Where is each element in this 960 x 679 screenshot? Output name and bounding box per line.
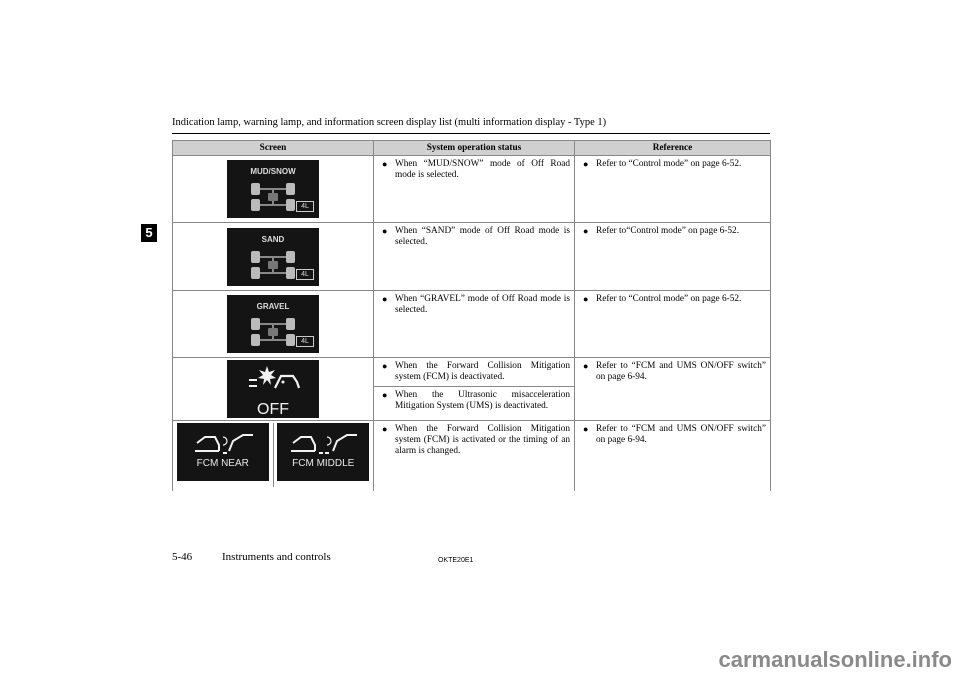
header-reference: Reference xyxy=(575,141,771,156)
fcm-distance-icon xyxy=(193,429,257,455)
table-row xyxy=(173,223,771,291)
reference-text: ● Refer to “FCM and UMS ON/OFF switch” on page 6-94. xyxy=(583,424,766,446)
footer-section-title: Instruments and controls xyxy=(222,551,331,563)
reference-text: ● Refer to “Control mode” on page 6-52. xyxy=(583,294,766,305)
status-cell xyxy=(374,291,575,358)
screen-cell xyxy=(173,358,374,421)
screen-cell xyxy=(173,223,374,291)
header-status: System operation status xyxy=(374,141,575,156)
watermark: carmanualsonline.info xyxy=(718,647,952,672)
table-row xyxy=(173,421,771,491)
reference-cell xyxy=(575,358,771,421)
status-cell xyxy=(374,223,575,291)
reference-text: ● Refer to “Control mode” on page 6-52. xyxy=(583,159,766,170)
status-text: ● When “SAND” mode of Off Road mode is selected. xyxy=(382,226,570,248)
status-text: ● When “GRAVEL” mode of Off Road mode is selected. xyxy=(382,294,570,316)
footer-page-number: 5-46 xyxy=(172,551,193,563)
4wd-vehicle-icon xyxy=(245,248,301,282)
fcm-distance-screens xyxy=(173,423,373,487)
4l-badge: 4L xyxy=(296,269,314,280)
table-header-row xyxy=(173,141,771,156)
status-text: ● When the Forward Collision Mitigation system (FCM) is deactivated. xyxy=(382,361,570,383)
table-row xyxy=(173,358,771,387)
reference-text: ● Refer to“Control mode” on page 6-52. xyxy=(583,226,766,237)
sand-screen-image xyxy=(227,228,319,286)
mud-snow-screen-image xyxy=(227,160,319,218)
table-row xyxy=(173,156,771,223)
fcm-distance-icon xyxy=(289,429,359,455)
status-cell xyxy=(374,358,575,387)
status-cell xyxy=(374,387,575,421)
header-screen: Screen xyxy=(173,141,374,156)
fcm-middle-screen-image xyxy=(277,423,369,481)
reference-text: ● Refer to “FCM and UMS ON/OFF switch” on page 6-94. xyxy=(583,361,766,383)
footer-document-code: OKTE20E1 xyxy=(438,557,474,564)
screen-mode-label: GRAVEL xyxy=(256,302,290,311)
status-text: ● When “MUD/SNOW” mode of Off Road mode is selected. xyxy=(382,159,570,181)
display-list-table xyxy=(172,140,771,491)
screen-cell xyxy=(173,156,374,223)
fcm-middle-cell xyxy=(274,423,374,487)
screen-mode-label: SAND xyxy=(261,234,285,244)
status-cell xyxy=(374,421,575,491)
fcm-off-screen-image xyxy=(227,360,319,418)
header-title: Indication lamp, warning lamp, and information screen display list (multi information display - Type 1) xyxy=(172,117,607,128)
off-label: OFF xyxy=(257,401,289,418)
screen-cell xyxy=(173,421,374,491)
4l-badge: 4L xyxy=(296,336,314,347)
screen-mode-label: MUD/SNOW xyxy=(250,167,296,176)
status-text: ● When the Forward Collision Mitigation system (FCM) is activated or the timing of an alarm is changed. xyxy=(382,424,570,457)
reference-cell xyxy=(575,421,771,491)
screen-cell xyxy=(173,291,374,358)
status-cell xyxy=(374,156,575,223)
header-rule xyxy=(172,133,770,134)
gravel-screen-image xyxy=(227,295,319,353)
fcm-near-screen-image xyxy=(177,423,269,481)
section-tab: 5 xyxy=(141,224,157,242)
fcm-off-icon xyxy=(245,364,301,392)
reference-cell xyxy=(575,223,771,291)
4wd-vehicle-icon xyxy=(245,180,301,214)
status-text: ● When the Ultrasonic misacceleration Mitigation System (UMS) is deactivated. xyxy=(382,390,570,412)
reference-cell xyxy=(575,291,771,358)
fcm-near-cell xyxy=(173,423,273,487)
4l-badge: 4L xyxy=(296,201,314,212)
table-row xyxy=(173,291,771,358)
4wd-vehicle-icon xyxy=(245,315,301,349)
fcm-middle-label: FCM MIDDLE xyxy=(292,458,355,469)
reference-cell xyxy=(575,156,771,223)
fcm-near-label: FCM NEAR xyxy=(196,458,249,469)
